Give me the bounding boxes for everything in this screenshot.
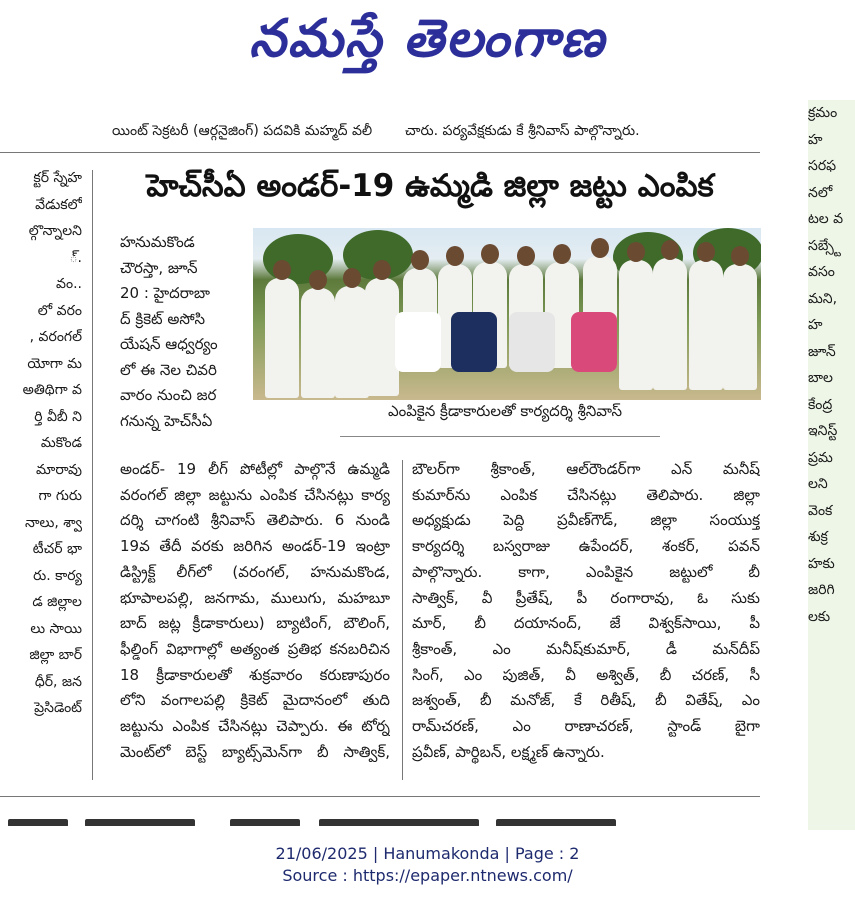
right-column-line: వసం — [808, 264, 835, 280]
right-column-line: ప్రమ — [808, 449, 833, 466]
body-line: శ్రీకాంత్, ఎం మనీష్‌కుమార్, డీ మన్‌దీప్ — [412, 639, 760, 658]
lead-line: వారం నుంచి జర — [120, 386, 217, 404]
right-column-line: హ — [808, 317, 823, 333]
body-line: సాత్విక్, వీ ప్రీతేష్, పీ రంగారావు, ఓ సుకు — [412, 588, 760, 607]
left-column-line: డ జిల్లాల — [32, 594, 82, 610]
left-column-line: వం.. — [56, 276, 82, 292]
section-rule-top — [0, 152, 760, 153]
body-line: సింగ్, ఎం పుజిత్, వీ అశ్విత్, బీ చరణ్, సీ — [412, 665, 760, 684]
lead-line: 20 : హైదరాబా — [120, 284, 210, 302]
left-column-line: ప్రెసిడెంట్ — [34, 700, 82, 716]
body-line: కార్యదర్శి బస్వరాజు ఉపేందర్, శంకర్, పవన్ — [412, 537, 760, 556]
right-column-line: కేంద్ర — [808, 396, 833, 413]
footer-source-link[interactable]: Source : https://epaper.ntnews.com/ — [282, 866, 573, 885]
article-lead — [120, 230, 248, 434]
footer-edition-info: 21/06/2025 | Hanumakonda | Page : 2 — [275, 844, 580, 863]
left-column-line: ్. — [69, 249, 82, 266]
masthead — [0, 0, 855, 82]
body-line: వరంగల్ జిల్లా జట్టును ఎంపిక చేసినట్లు కార్య — [120, 485, 390, 504]
right-column-line: వెంక — [808, 502, 833, 519]
right-column-line: బాల — [808, 370, 833, 386]
left-column-line: , వరంగల్ — [29, 329, 82, 345]
left-column-line: లో వరం — [37, 302, 82, 319]
body-line: రామ్‌చరణ్, ఎం రాణాచరణ్, స్టాండ్ బైగా — [412, 717, 760, 736]
body-line: జట్టును ఎంపిక చేసినట్లు చెప్పారు. ఈ టోర్న — [120, 717, 390, 736]
body-line: ప్రవీణ్, పార్థిబన్, లక్ష్మణ్ ఉన్నారు. — [412, 742, 605, 761]
right-column-line: మని, — [808, 290, 838, 307]
body-line: బాద్ జట్ల క్రీడాకారులు) బ్యాటింగ్, బౌలింగ్, — [120, 614, 390, 633]
body-line: కుమార్‌ను ఎంపిక చేసినట్లు తెలిపారు. జిల్లా — [412, 485, 760, 504]
body-line: దర్శి చాగంటి శ్రీనివాస్ తెలిపారు. 6 నుండి — [120, 511, 390, 530]
left-column-line: అతిథిగా వ — [22, 382, 82, 398]
body-line: బౌలర్‌గా శ్రీకాంత్, ఆల్‌రౌండర్‌గా ఎన్ మనీష్ — [412, 460, 760, 478]
right-column-line: సరఫ — [808, 158, 837, 174]
body-line: పాల్గొన్నారు. కాగా, ఎంపికైన జట్టులో బీ — [412, 562, 760, 581]
right-column-line: సబ్స్టే — [808, 237, 841, 254]
right-column-line: జూన్ — [808, 343, 836, 360]
body-line: భూపాలపల్లి, జనగామ, ములుగు, మహబూ — [120, 588, 390, 607]
lead-line: యేషన్ ఆధ్వర్యం — [120, 335, 218, 353]
lead-line: గనున్న హెచ్‌సీఏ — [120, 411, 213, 430]
right-column-line: లని — [808, 476, 828, 492]
newspaper-logo: నమస్తే తెలంగాణ — [249, 8, 606, 69]
article-column-2 — [412, 457, 760, 765]
lead-line: హనుమకొండ — [120, 233, 195, 251]
section-rule-bottom — [0, 796, 760, 797]
left-column-line: వేడుకలో — [35, 196, 82, 213]
caption-underline — [340, 436, 660, 437]
right-column-line: ఇనిస్ట్ — [808, 423, 838, 439]
lead-line: చౌరస్తా, జూన్ — [120, 258, 198, 277]
body-line: 19వ తేదీ వరకు జరిగిన అండర్-19 ఇంట్రా — [120, 537, 390, 556]
top-strip-right — [405, 118, 755, 170]
column-divider-left — [92, 170, 93, 780]
body-line: మార్, బీ దయానంద్, జే విశ్వక్‌సాయి, పీ — [412, 614, 760, 633]
right-column-line: హకు — [808, 555, 835, 572]
body-line: 18 క్రీడాకారులతో శుక్రవారం కరుణాపురం — [120, 665, 390, 684]
next-headline-cut — [0, 812, 760, 826]
body-line: జశ్వంత్, బీ మనోజ్, కే రితీష్, బీ వితేష్, ఎం — [412, 691, 760, 710]
top-strip-left-text: యింట్ సెక్రటరీ (ఆర్గనైజింగ్) పదవికి మహ్మద్ వలీ — [112, 123, 373, 139]
body-line: అధ్యక్షుడు పెద్ది ప్రవీణ్‌గౌడ్, జిల్లా సంయుక్త — [412, 511, 760, 530]
body-line: ఫీల్డింగ్ విభాగాల్లో అత్యంత ప్రతిభ కనబరిచిన — [120, 639, 390, 658]
body-line: లోని వంగాలపల్లి క్రికెట్ మైదానంలో తుది — [120, 691, 390, 710]
right-column-line: నలో — [808, 184, 833, 201]
top-strip-left — [112, 118, 412, 170]
body-line: డిస్ట్రిక్ట్ లీగ్‌లో (వరంగల్, హనుమకొండ, — [120, 562, 390, 581]
left-column-line: ల్గొన్నాలని — [28, 223, 82, 239]
lead-line: లో ఈ నెల చివరి — [120, 360, 217, 379]
left-column-line: ధీర్, జన — [34, 673, 82, 690]
article-headline: హెచ్‌సీఏ అండర్-19 ఉమ్మడి జిల్లా జట్టు ఎంపిక — [146, 168, 714, 204]
right-column-line: జరిగి — [808, 582, 835, 598]
top-strip-right-text: చారు. పర్యవేక్షకుడు కే శ్రీనివాస్ పాల్గొన్నారు. — [405, 123, 640, 139]
body-line: మెంట్‌లో బెస్ట్ బ్యాట్స్‌మెన్‌గా బీ సాత్విక్, — [120, 742, 390, 761]
photo-caption: ఎంపికైన క్రీడాకారులతో కార్యదర్శి శ్రీనివాస్ — [387, 402, 623, 420]
column-divider-middle — [402, 460, 403, 780]
page-footer — [0, 843, 855, 887]
right-column — [808, 100, 855, 830]
left-column-line: క్టర్ స్నేహ — [33, 170, 82, 186]
right-column-line: హ — [808, 131, 823, 148]
right-column-line: క్రమం — [808, 105, 838, 121]
left-column-line: జిల్లా బార్ — [29, 647, 82, 663]
right-column-line: శుక్ర — [808, 529, 828, 545]
left-column — [0, 165, 82, 785]
left-column-line: ర్తి వీబీ ని — [34, 408, 82, 425]
left-column-line: మారావు — [36, 461, 82, 478]
right-column-line: టల వ — [808, 211, 844, 227]
left-column-line: టీచర్ భా — [32, 541, 82, 557]
left-column-line: యోగా మ — [27, 355, 82, 372]
right-column-line: లకు — [808, 608, 831, 625]
left-column-line: లు సాయి — [30, 620, 82, 637]
left-column-line: నాలు, శ్వా — [25, 514, 82, 531]
left-column-line: రు. కార్య — [33, 567, 82, 584]
team-photo — [253, 228, 761, 400]
left-column-line: మకొండ — [40, 435, 82, 451]
lead-line: ద్ క్రికెట్ అసోసి — [120, 309, 206, 328]
left-column-line: గా గురు — [38, 488, 82, 504]
article-column-1 — [120, 457, 390, 765]
body-line: అండర్- 19 లీగ్ పోటీల్లో పాల్గొనే ఉమ్మడి — [120, 460, 390, 478]
